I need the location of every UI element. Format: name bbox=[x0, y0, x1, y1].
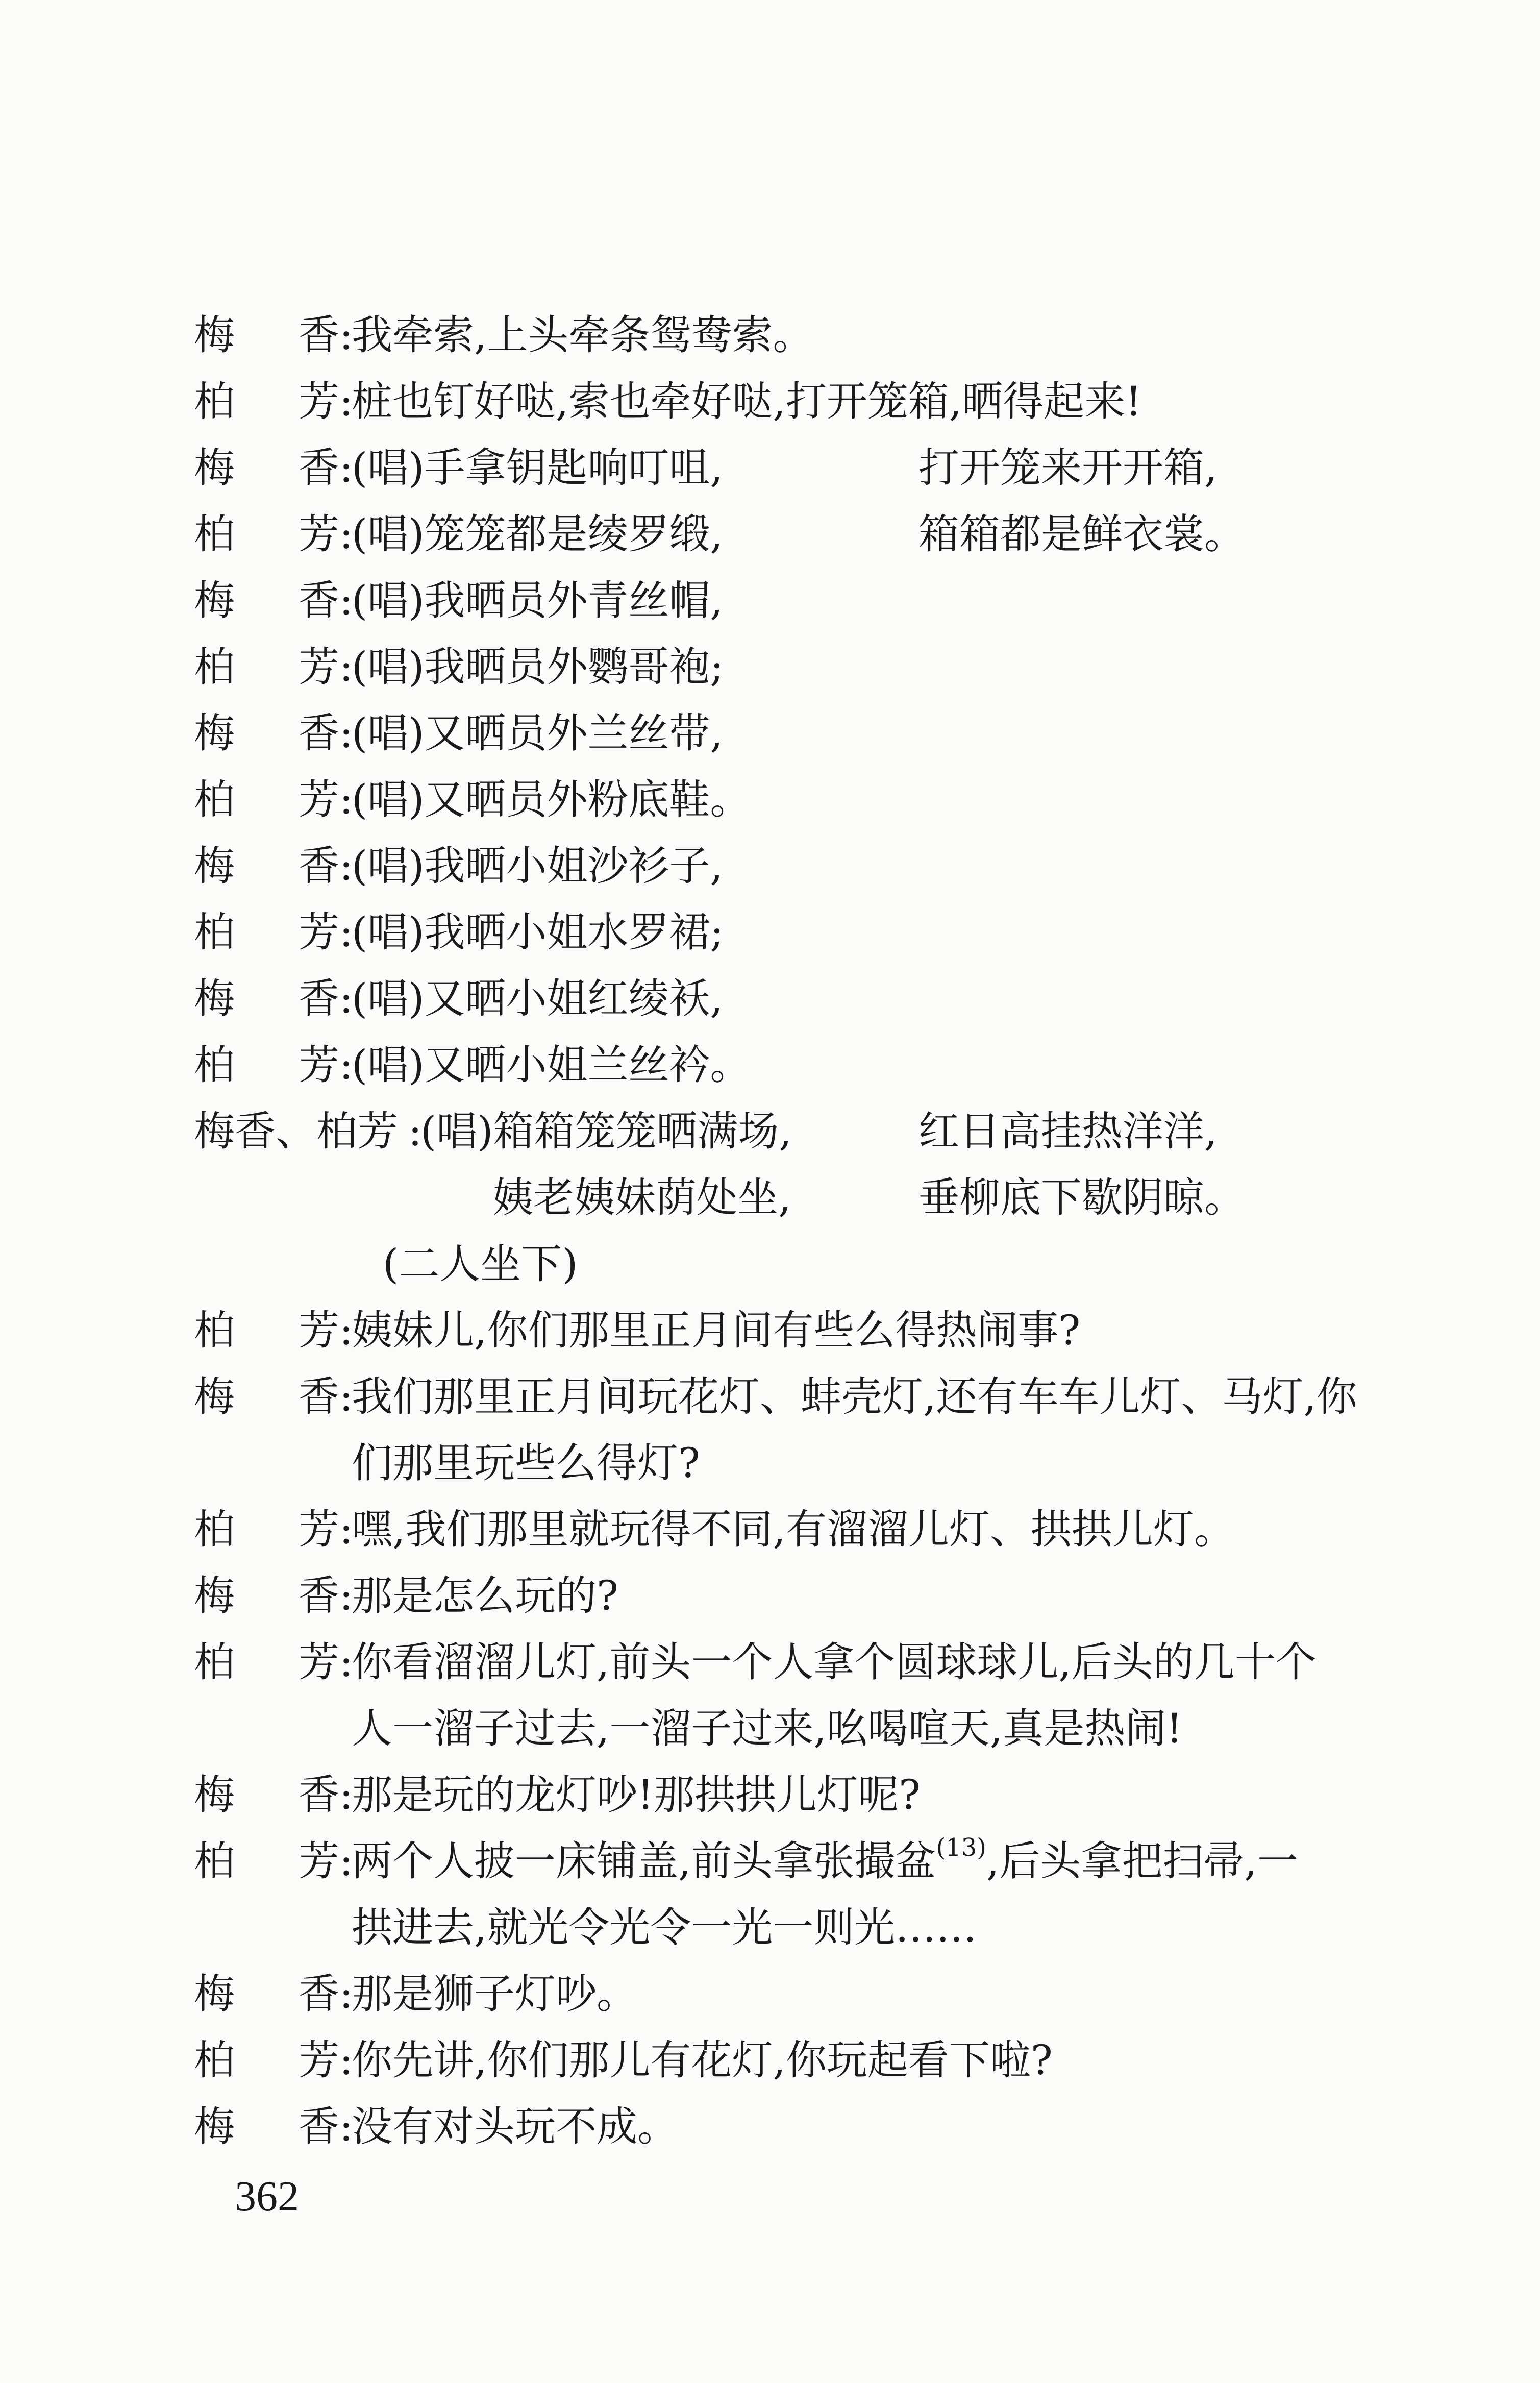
line-text: (唱)又晒小姐兰丝衿。 bbox=[352, 1041, 751, 1089]
speaker-name: 柏 芳 bbox=[194, 776, 339, 823]
line-text: (唱)我晒小姐水罗裙; bbox=[352, 908, 724, 956]
speaker-name: 梅 香 bbox=[194, 1771, 339, 1819]
speaker-name: 梅 香 bbox=[194, 1373, 339, 1420]
verse-second-half: 箱箱都是鲜衣裳。 bbox=[918, 510, 1245, 558]
line-text: 嘿,我们那里就玩得不同,有溜溜儿灯、拱拱儿灯。 bbox=[352, 1506, 1235, 1553]
verse-second-half: 垂柳底下歇阴晾。 bbox=[918, 1174, 1245, 1221]
speaker-name: 柏 芳 bbox=[194, 1638, 339, 1686]
line-text: (唱)又晒员外兰丝带, bbox=[352, 709, 723, 757]
line-text: 姨老姨妹荫处坐, bbox=[492, 1174, 791, 1221]
line-text: 我牵索,上头牵条鸳鸯索。 bbox=[352, 311, 814, 359]
speaker-name: 梅香、柏芳 bbox=[194, 1108, 398, 1155]
verse-second-half: 打开笼来开开箱, bbox=[918, 444, 1218, 492]
footnote-marker: (13) bbox=[936, 1833, 986, 1862]
line-text: 那是玩的龙灯吵!那拱拱儿灯呢? bbox=[352, 1771, 921, 1819]
line-text: (唱)我晒小姐沙衫子, bbox=[352, 842, 723, 890]
speaker-name: 梅 香 bbox=[194, 709, 339, 757]
speaker-name: 梅 香 bbox=[194, 975, 339, 1022]
speaker-name: 梅 香 bbox=[194, 1970, 339, 2018]
line-text: (唱)又晒小姐红绫袄, bbox=[352, 975, 723, 1022]
speaker-name: 梅 香 bbox=[194, 444, 339, 492]
line-text: (唱)笼笼都是绫罗缎, bbox=[352, 510, 723, 558]
speaker-name: 梅 香 bbox=[194, 311, 339, 359]
speaker-name: 梅 香 bbox=[194, 1572, 339, 1619]
speaker-name: 柏 芳 bbox=[194, 643, 339, 691]
line-text: (唱)我晒员外鹦哥袍; bbox=[352, 643, 724, 691]
line-text: 那是狮子灯吵。 bbox=[352, 1970, 637, 2018]
line-text: 我们那里正月间玩花灯、蚌壳灯,还有车车儿灯、马灯,你 bbox=[352, 1373, 1357, 1420]
speaker-name: 梅 香 bbox=[194, 577, 339, 624]
speaker-name: 柏 芳 bbox=[194, 1837, 339, 1885]
speaker-name: 柏 芳 bbox=[194, 1041, 339, 1089]
speaker-name: 柏 芳 bbox=[194, 908, 339, 956]
line-text: 姨妹儿,你们那里正月间有些么得热闹事? bbox=[352, 1307, 1081, 1354]
line-text: 你看溜溜儿灯,前头一个人拿个圆球球儿,后头的几十个 bbox=[352, 1638, 1317, 1686]
verse-second-half: 红日高挂热洋洋, bbox=[918, 1108, 1218, 1155]
speaker-name: 梅 香 bbox=[194, 2103, 339, 2150]
speaker-name: 柏 芳 bbox=[194, 1506, 339, 1553]
speaker-name: 柏 芳 bbox=[194, 510, 339, 558]
page-number: 362 bbox=[235, 2173, 299, 2220]
speaker-name: 柏 芳 bbox=[194, 378, 339, 425]
line-text: 两个人披一床铺盖,前头拿张撮盆$^{(13)}$,后头拿把扫帚,一 bbox=[352, 1833, 1298, 1885]
line-text: (唱)箱箱笼笼晒满场, bbox=[420, 1108, 792, 1155]
line-text: (唱)我晒员外青丝帽, bbox=[352, 577, 723, 624]
speaker-name: 柏 芳 bbox=[194, 1307, 339, 1354]
line-text: (唱)手拿钥匙响叮咀, bbox=[352, 444, 723, 492]
line-text: 你先讲,你们那儿有花灯,你玩起看下啦? bbox=[352, 2036, 1053, 2084]
line-text: 那是怎么玩的? bbox=[352, 1572, 618, 1619]
line-text: (唱)又晒员外粉底鞋。 bbox=[352, 776, 751, 823]
line-text: 桩也钉好哒,索也牵好哒,打开笼箱,晒得起来! bbox=[352, 378, 1142, 425]
speaker-name: 梅 香 bbox=[194, 842, 339, 890]
speaker-name: 柏 芳 bbox=[194, 2036, 339, 2084]
book-page: 梅 香 : 我牵索,上头牵条鸳鸯索。 柏 芳 : 桩也钉好哒,索也牵好哒,打开笼箱,晒得起来! 梅 香 : (唱)手拿钥匙响叮咀, 打开笼来开开箱, 柏 芳 : (唱)笼笼都是绫罗缎, 箱箱都是鲜衣裳。 梅 香 : (唱)我晒员外青丝帽, 柏 芳 : (唱)我晒员外鹦哥袍; 梅 香 : (唱)又晒员外兰丝带, 柏 芳 : (唱)又晒员外粉底鞋。 梅 香 : (唱)我晒小姐沙衫子, 柏 芳 : (唱)我晒小姐水罗裙; 梅 香 : (唱)又晒小姐红绫袄, 柏 芳 : (唱)又晒小姐兰丝衿。 梅香、柏芳 : (唱)箱箱笼笼晒满场, 红日高挂热洋洋, 姨老姨妹荫处坐, 垂柳底下歇阴晾。 (二人坐下) 柏 芳 : 姨妹儿,你们那里正月间有些么得热闹事? 梅 香 : 我们那里正月间玩花灯、蚌壳灯,还有车车儿灯、马灯,你 们那里玩些么得灯? 柏 芳 : 嘿,我们那里就玩得不同,有溜溜儿灯、拱拱儿灯。 梅 香 : 那是怎么玩的? 柏 芳 : 你看溜溜儿灯,前头一个人拿个圆球球儿,后头的几十个 人一溜子过去,一溜子过来,吆喝喧天,真是热闹! 梅 香 : 那是玩的龙灯吵!那拱拱儿灯呢? 柏 芳 : 两个人披一床铺盖,前头拿张撮盆$^{(13)}$,后头拿把扫帚,一 拱进去,就光令光令一光一则光…… 梅 香 : 那是狮子灯吵。 柏 芳 : 你先讲,你们那儿有花灯,你玩起看下啦? 梅 香 : 没有对头玩不成。 362 bbox=[0, 0, 1540, 2383]
line-text: 没有对头玩不成。 bbox=[352, 2103, 678, 2150]
